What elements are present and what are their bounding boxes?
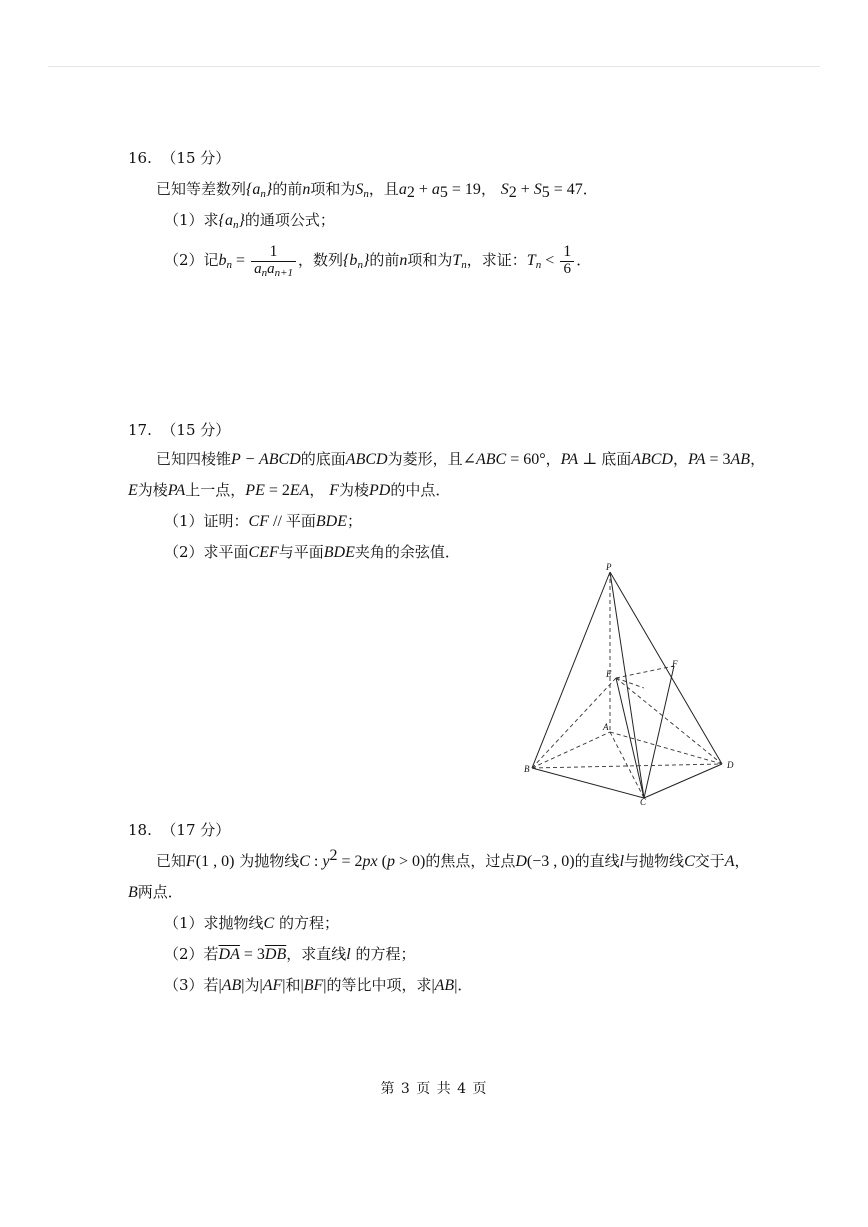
problem-score: （17 分）	[161, 821, 231, 839]
problem-16-stem: 已知等差数列$\{a_n\}$的前n项和为$S_n$，且$a_2 + a_5 = 19$， $S_2 + S_5 = 47$．	[156, 180, 598, 201]
problem-17-header	[128, 418, 788, 442]
problem-17-part2: （2）求平面CEF与平面BDE夹角的余弦值．	[164, 543, 460, 561]
problem-18-header	[128, 818, 788, 842]
problem-17-stem-line1: 已知四棱锥P − ABCD的底面ABCD为菱形，且∠ABC = 60°，PA ⊥ 底面ABCD，PA = 3AB，	[156, 450, 766, 468]
vertex-label-b: B	[524, 764, 530, 774]
vertex-label-c: C	[640, 797, 647, 806]
problem-18	[128, 818, 788, 1001]
problem-18-stem-line2: B两点．	[128, 883, 183, 901]
problem-18-part2: （2）若$\overline{DA} = 3\overline{DB}$，求直线l 的方程；	[164, 945, 416, 963]
problem-score: （15 分）	[161, 149, 231, 167]
top-rule	[48, 66, 820, 67]
problem-number: 17.	[128, 421, 152, 439]
problem-17-part1: （1）证明：CF // 平面BDE；	[164, 512, 363, 530]
vertex-label-f: F	[672, 659, 678, 669]
problem-18-part3: （3）若|AB|为|AF|和|BF|的等比中项，求|AB|．	[164, 976, 473, 994]
page-footer: 第 3 页 共 4 页	[380, 1081, 488, 1097]
problem-18-part1: （1）求抛物线C 的方程；	[164, 914, 340, 932]
vertex-label-p: P	[606, 562, 612, 572]
vertex-label-e: E	[606, 669, 612, 679]
pyramid-figure	[524, 562, 744, 806]
problem-17	[128, 418, 788, 568]
vertex-label-a: A	[603, 722, 609, 732]
problem-number: 18.	[128, 821, 152, 839]
problem-16	[128, 146, 788, 284]
problem-16-part1: （1）求$\{a_n\}$的通项公式；	[164, 211, 335, 231]
problem-score: （15 分）	[161, 421, 231, 439]
problem-18-stem-line1: 已知F(1 , 0) 为抛物线C : $y^2 = 2px$ (p > 0)的焦点，过点D(−3 , 0)的直线l与抛物线C交于A，	[156, 847, 750, 870]
problem-number: 16.	[128, 149, 152, 167]
problem-17-stem-line2: E为棱PA上一点，PE = 2EA， F为棱PD的中点．	[128, 481, 451, 499]
problem-16-part2: （2）记$b_n$ = $\frac{1}{a_na_{n+1}}$ ，数列$\{b_n\}$的前n项和为$T_n$，求证：$T_n$ < $\frac{1}{6}$ ．	[164, 243, 592, 280]
problem-16-header	[128, 146, 788, 170]
vertex-label-d: D	[727, 760, 734, 770]
